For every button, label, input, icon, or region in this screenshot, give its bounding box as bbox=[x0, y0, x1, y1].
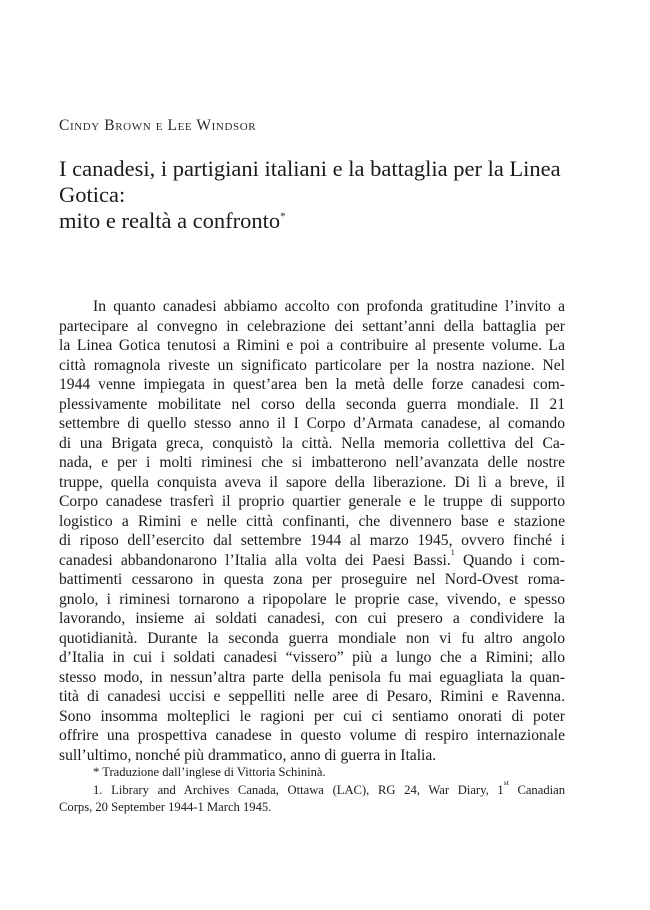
body-line: città romagnola riveste un significato particolare per la nostra nazione. Nel bbox=[59, 356, 565, 374]
body-line: plessivamente mobilitate nel corso della seconda guerra mondiale. Il 21 bbox=[59, 395, 565, 413]
body-line: logistico a Rimini e nelle città confinanti, che divennero base e stazione bbox=[59, 512, 565, 530]
title-line-2 bbox=[59, 208, 579, 234]
body-line: lavorando, insieme ai soldati canadesi, con cui presero a condividere la bbox=[59, 610, 565, 627]
body-line-with-footnote bbox=[59, 547, 565, 571]
body-line: partecipare al convegno in celebrazione dei settant’anni della battaglia per bbox=[59, 317, 565, 335]
footnote-1-ordinal: st bbox=[503, 777, 509, 787]
footnote-1-text-b: Canadian bbox=[508, 782, 565, 797]
title-footnote-marker: * bbox=[280, 210, 286, 223]
body-line: gnolo, i riminesi tornarono a ripopolare le proprie case, vivendo, e spesso bbox=[59, 590, 565, 608]
body-line: battimenti cessarono in questa zona per proseguire nel Nord-Ovest roma- bbox=[59, 571, 565, 588]
body-line: tità di canadesi uccisi e seppelliti nelle aree di Pesaro, Rimini e Ravenna. bbox=[59, 688, 565, 705]
body-line: offrire una prospettiva canadese in questo volume di respiro internazionale bbox=[59, 727, 565, 744]
body-line: di una Brigata greca, conquistò la città. Nella memoria collettiva del Ca- bbox=[59, 434, 565, 452]
body-line: nada, e per i molti riminesi che si imbatterono nell’avanzata delle nostre bbox=[59, 454, 565, 471]
footnote-reference-1[interactable]: 1 bbox=[450, 547, 455, 557]
body-line: sull’ultimo, nonché più drammatico, anno di guerra in Italia. bbox=[59, 746, 437, 764]
body-line: In quanto canadesi abbiamo accolto con profonda gratitudine l’invito a bbox=[93, 298, 565, 315]
title-line-2-text: mito e realtà a confronto bbox=[59, 208, 281, 233]
footnotes bbox=[59, 764, 565, 817]
body-line: stesso modo, in nessun’altra parte della penisola fu mai eguagliata la quan- bbox=[59, 668, 565, 686]
body-line: quotidianità. Durante la seconda guerra mondiale non vi fu altro angolo bbox=[59, 629, 565, 647]
body-line-text: canadesi abbandonarono l’Italia alla volta dei Paesi Bassi. bbox=[59, 551, 451, 569]
article-authors: Cindy Brown e Lee Windsor bbox=[59, 117, 257, 134]
article-title bbox=[59, 156, 579, 234]
body-line: 1944 venne impiegata in quest’area ben la metà delle forze canadesi com- bbox=[59, 376, 565, 393]
body-line: settembre di quello stesso anno il I Corpo d’Armata canadese, al comando bbox=[59, 415, 565, 432]
footnote-1-line-2: Corps, 20 September 1944-1 March 1945. bbox=[59, 800, 272, 814]
body-line: la Linea Gotica tenutosi a Rimini e poi a contribuire al presente volume. La bbox=[59, 337, 565, 354]
footnote-1-text-a: 1. Library and Archives Canada, Ottawa (LAC), RG 24, War Diary, 1 bbox=[93, 782, 504, 797]
body-line: truppe, quella conquista aveva il sapore della liberazione. Di lì a breve, il bbox=[59, 473, 565, 491]
body-line: Sono insomma molteplici le ragioni per cui ci sentiamo onorati di poter bbox=[59, 707, 565, 725]
footnote-1-line-1 bbox=[59, 777, 565, 800]
body-line: Corpo canadese trasferì il proprio quartier generale e le truppe di supporto bbox=[59, 493, 565, 510]
body-line: di riposo dell’esercito dal settembre 1944 al marzo 1945, ovvero finché i bbox=[59, 532, 565, 549]
body-line-tail: Quando i com- bbox=[454, 551, 565, 569]
footnote-translation: * Traduzione dall’inglese di Vittoria Schininà. bbox=[93, 765, 326, 779]
article-body-paragraph bbox=[59, 297, 565, 765]
body-line: d’Italia in cui i soldati canadesi “vissero” più a lungo che a Rimini; allo bbox=[59, 649, 565, 666]
title-line-1: I canadesi, i partigiani italiani e la battaglia per la Linea Gotica: bbox=[59, 156, 561, 207]
